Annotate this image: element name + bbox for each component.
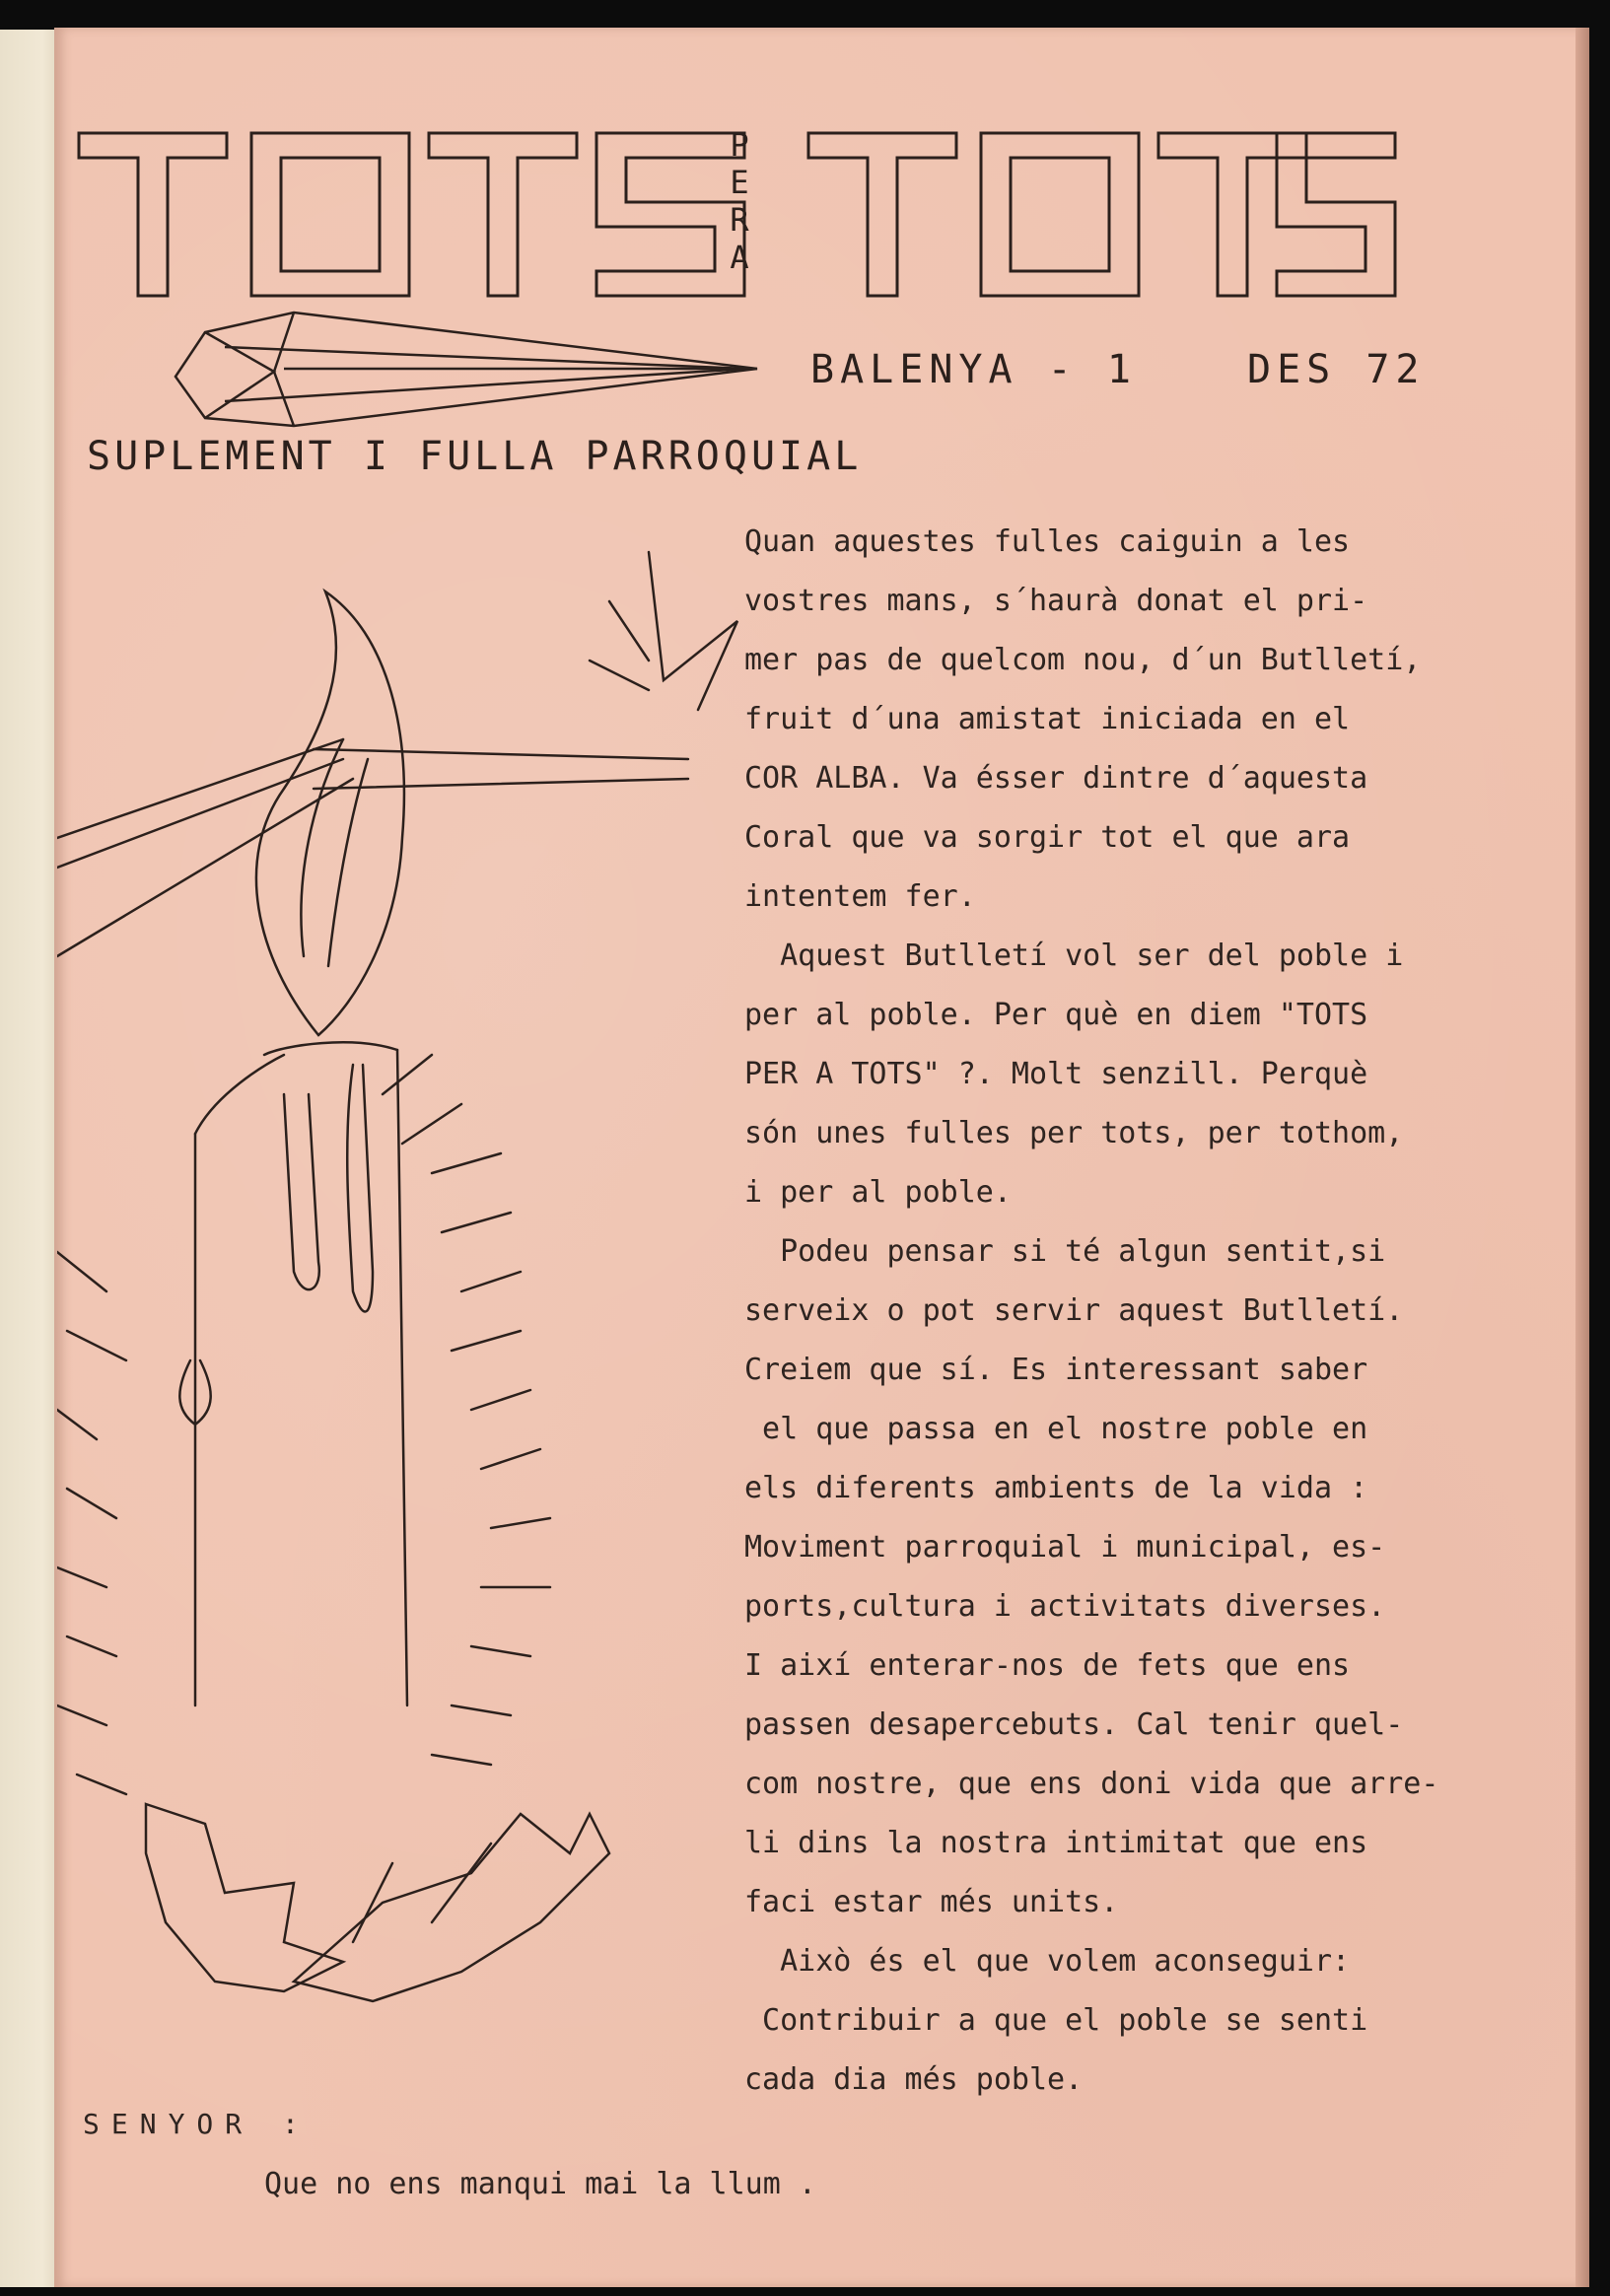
title-connector <box>720 126 759 276</box>
body-line: Quan aquestes fulles caiguin a les <box>744 524 1351 559</box>
connector-letter: R <box>730 201 749 239</box>
body-line: els diferents ambients de la vida : <box>744 1471 1368 1505</box>
supplement-label: SUPLEMENT I FULLA PARROQUIAL <box>87 434 863 479</box>
prayer-line: Que no ens manqui mai la llum . <box>264 2167 816 2201</box>
body-line: mer pas de quelcom nou, d´un Butlletí, <box>744 643 1422 677</box>
body-line: Podeu pensar si té algun sentit,si <box>744 1234 1386 1269</box>
issue-label: BALENYA - 1 <box>810 347 1137 392</box>
body-line: Això és el que volem aconseguir: <box>744 1944 1351 1979</box>
body-line: faci estar més units. <box>744 1885 1119 1919</box>
body-line: com nostre, que ens doni vida que arre- <box>744 1767 1439 1801</box>
body-line: COR ALBA. Va ésser dintre d´aquesta <box>744 761 1368 796</box>
body-line: PER A TOTS" ?. Molt senzill. Perquè <box>744 1057 1368 1091</box>
body-line: passen desapercebuts. Cal tenir quel- <box>744 1707 1404 1742</box>
body-line: Coral que va sorgir tot el que ara <box>744 820 1351 855</box>
prayer-title: SENYOR : <box>83 2108 311 2140</box>
issue-date: DES 72 <box>1247 347 1426 392</box>
body-line: Aquest Butlletí vol ser del poble i <box>744 939 1404 973</box>
body-line: per al poble. Per què en diem "TOTS <box>744 998 1368 1032</box>
connector-letter: A <box>730 239 749 276</box>
body-line: cada dia més poble. <box>744 2062 1084 2097</box>
body-line: Creiem que sí. Es interessant saber <box>744 1353 1368 1387</box>
body-line: són unes fulles per tots, per tothom, <box>744 1116 1404 1150</box>
body-line: vostres mans, s´haurà donat el pri- <box>744 584 1368 618</box>
body-line: serveix o pot servir aquest Butlletí. <box>744 1293 1404 1328</box>
body-line: i per al poble. <box>744 1175 1012 1210</box>
connector-letter: P <box>730 126 749 164</box>
body-line: el que passa en el nostre poble en <box>744 1412 1368 1446</box>
body-line: I així enterar-nos de fets que ens <box>744 1648 1351 1683</box>
body-line: Moviment parroquial i municipal, es- <box>744 1530 1386 1565</box>
fountain-pen-icon <box>166 308 777 436</box>
body-line: Contribuir a que el poble se senti <box>744 2003 1368 2038</box>
body-line: ports,cultura i activitats diverses. <box>744 1589 1386 1624</box>
connector-letter: E <box>730 164 749 201</box>
article-body <box>744 513 1553 2110</box>
body-line: li dins la nostra intimitat que ens <box>744 1826 1368 1860</box>
body-line: fruit d´una amistat iniciada en el <box>744 702 1351 736</box>
candle-with-holly-icon <box>57 542 747 2080</box>
body-line: intentem fer. <box>744 879 976 914</box>
page-right-edge <box>1575 28 1589 2287</box>
